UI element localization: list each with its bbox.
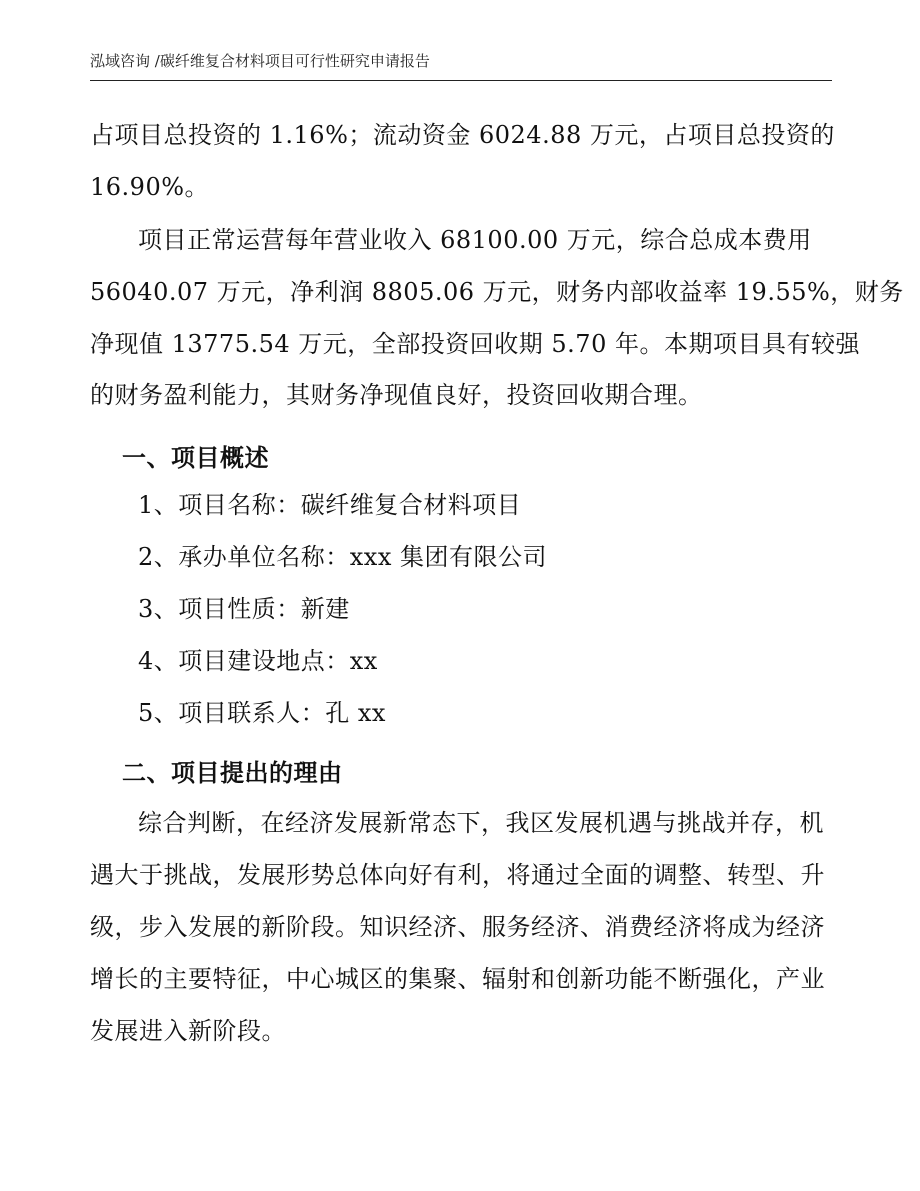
list-item: 3、项目性质：新建: [138, 595, 350, 623]
paragraph-line: 净现值 13775.54 万元，全部投资回收期 5.70 年。本期项目具有较强: [90, 330, 860, 358]
paragraph-line: 16.90%。: [90, 173, 210, 201]
section-heading-reason: 二、项目提出的理由: [122, 758, 343, 787]
paragraph-line: 项目正常运营每年营业收入 68100.00 万元，综合总成本费用: [138, 226, 812, 254]
paragraph-line: 遇大于挑战，发展形势总体向好有利，将通过全面的调整、转型、升: [90, 861, 825, 889]
paragraph-line: 增长的主要特征，中心城区的集聚、辐射和创新功能不断强化，产业: [90, 965, 825, 993]
paragraph-line: 综合判断，在经济发展新常态下，我区发展机遇与挑战并存，机: [138, 809, 824, 837]
paragraph-line: 级，步入发展的新阶段。知识经济、服务经济、消费经济将成为经济: [90, 913, 825, 941]
paragraph-line: 发展进入新阶段。: [90, 1017, 286, 1045]
list-item: 4、项目建设地点：xx: [138, 647, 378, 675]
paragraph-line: 占项目总投资的 1.16%；流动资金 6024.88 万元，占项目总投资的: [90, 121, 835, 149]
paragraph-line: 的财务盈利能力，其财务净现值良好，投资回收期合理。: [90, 381, 703, 409]
list-item: 2、承办单位名称：xxx 集团有限公司: [138, 543, 548, 571]
section-heading-overview: 一、项目概述: [122, 443, 269, 472]
page-header: [90, 50, 832, 81]
list-item: 5、项目联系人：孔 xx: [138, 699, 386, 727]
list-item: 1、项目名称：碳纤维复合材料项目: [138, 491, 522, 519]
header-text: 泓域咨询 /碳纤维复合材料项目可行性研究申请报告: [90, 52, 430, 70]
paragraph-line: 56040.07 万元，净利润 8805.06 万元，财务内部收益率 19.55%，财务: [90, 278, 904, 306]
